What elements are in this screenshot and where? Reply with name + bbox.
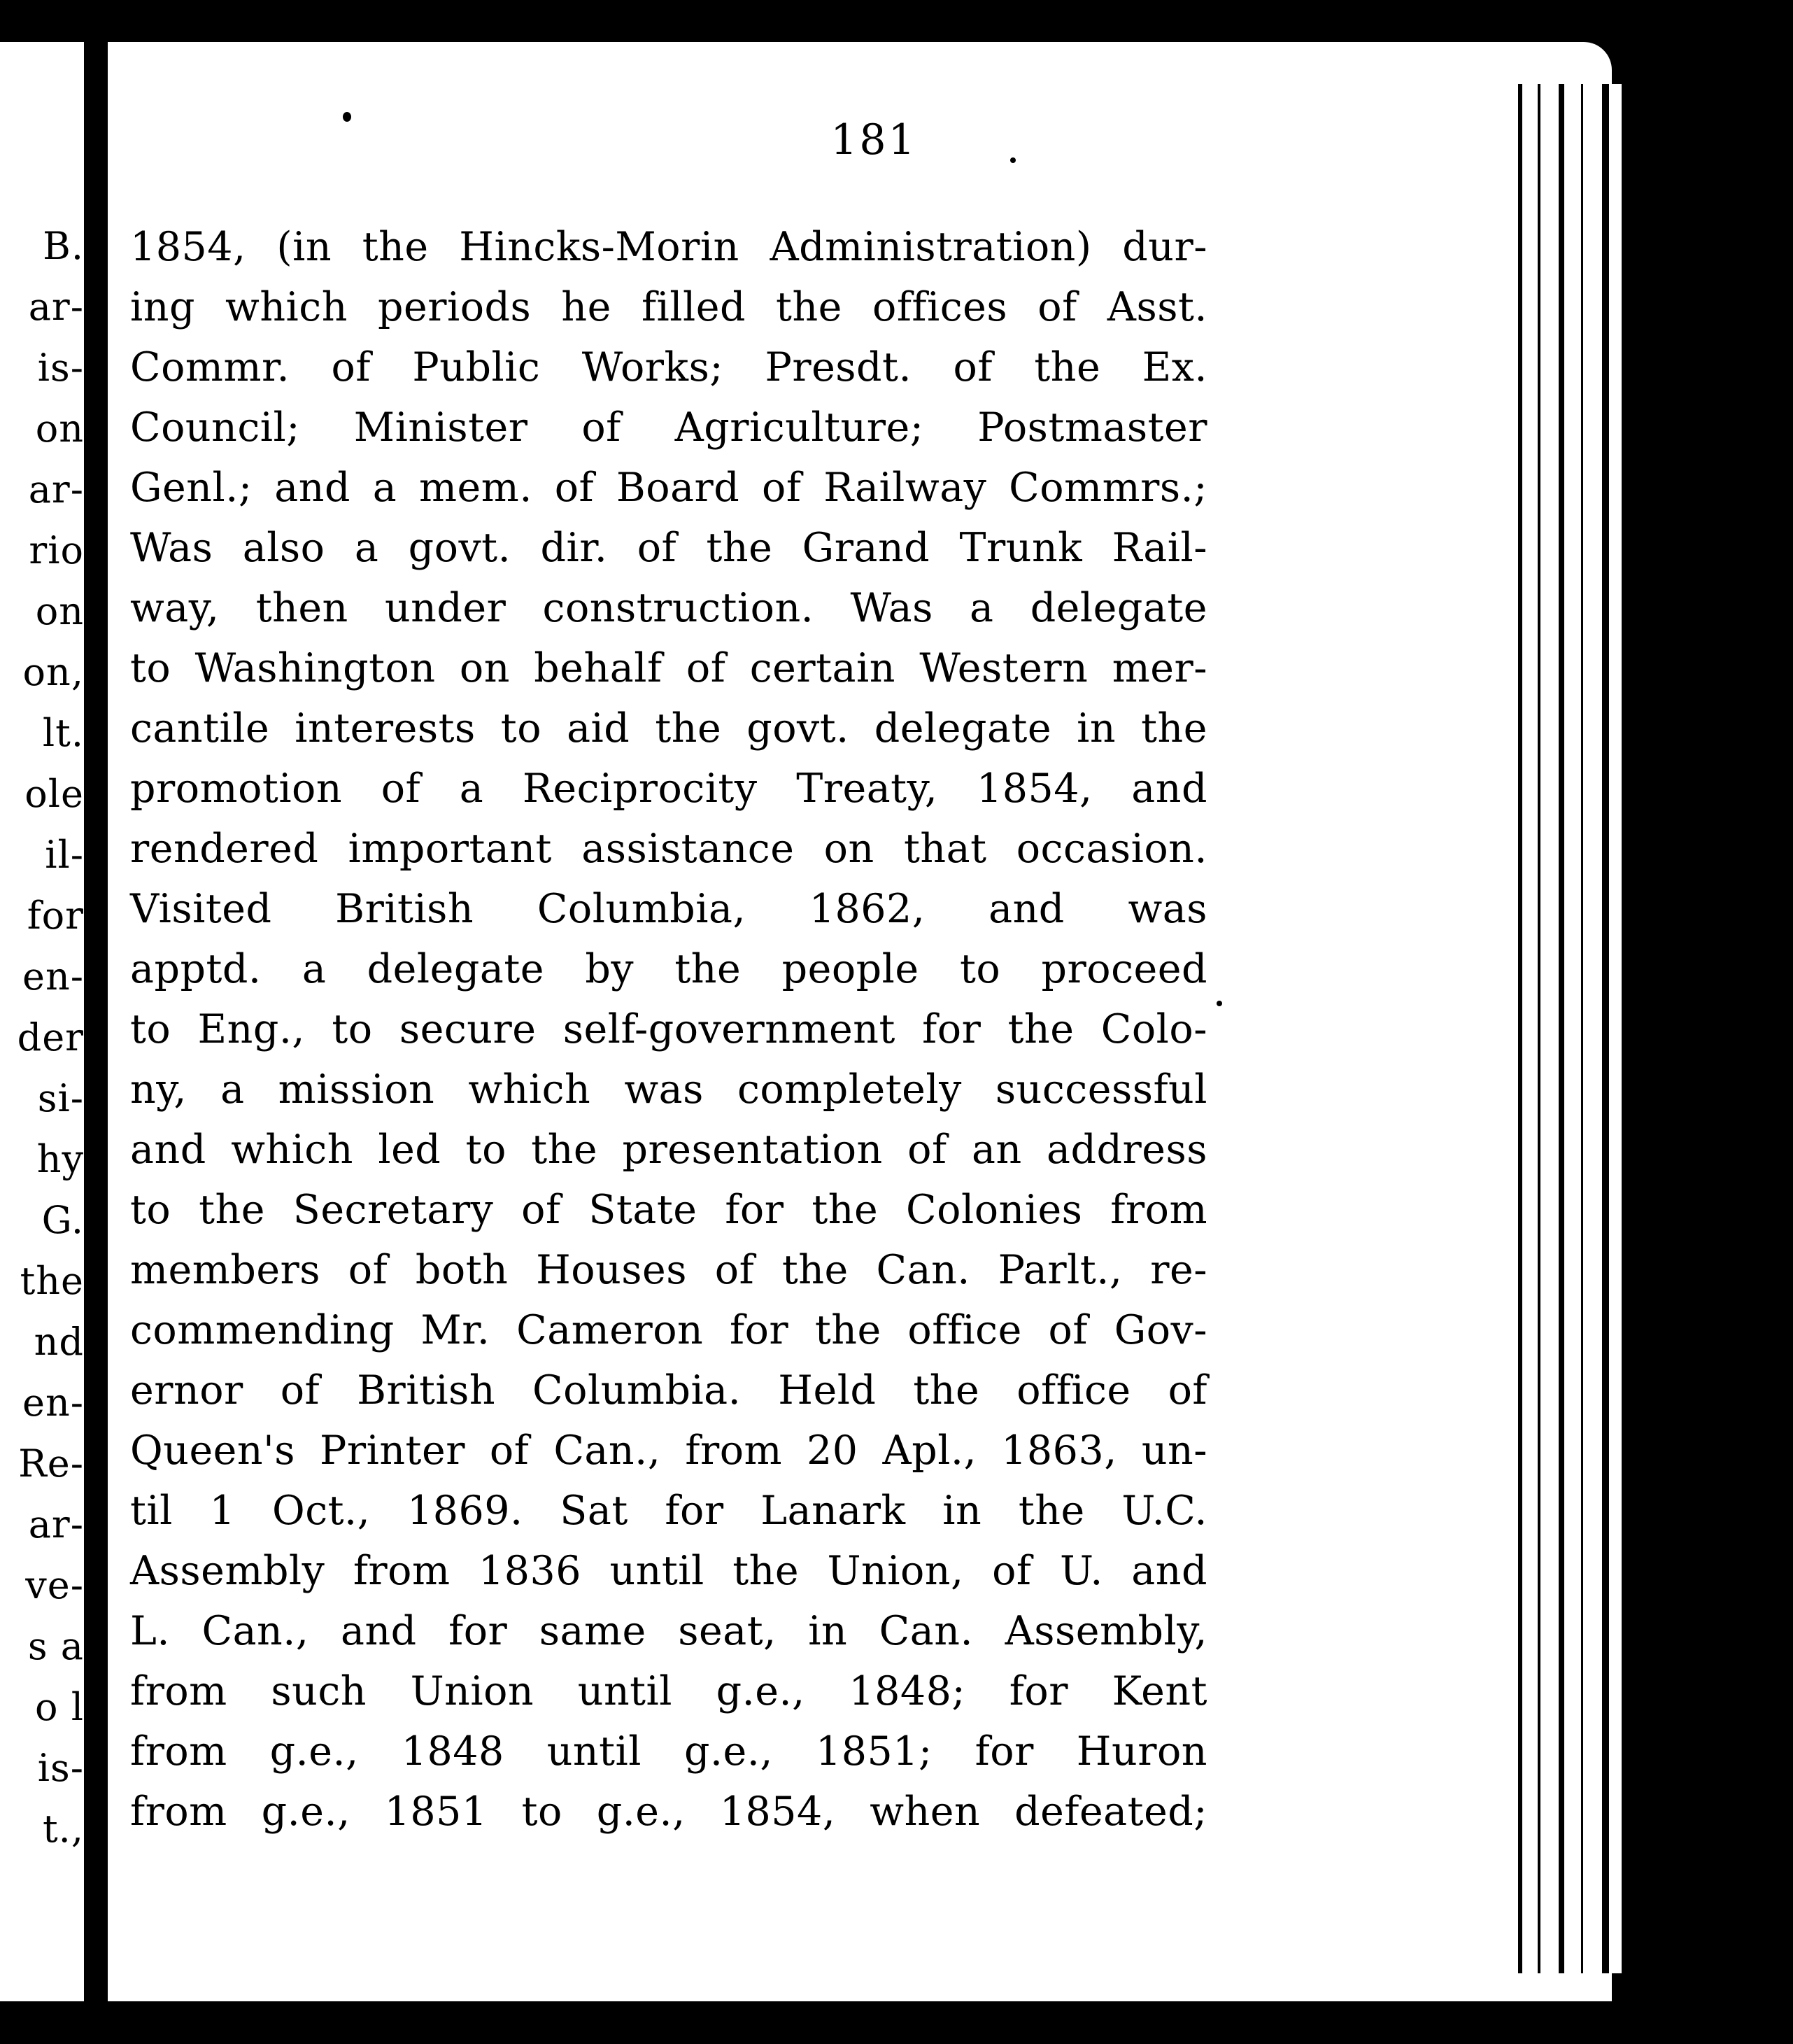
text-line: apptd. a delegate by the people to proceed	[130, 946, 1207, 992]
text-line: Assembly from 1836 until the Union, of U. and	[130, 1548, 1207, 1594]
previous-page-fragment: hy	[36, 1137, 84, 1181]
previous-page-fragment: ar-	[28, 285, 84, 329]
previous-page-fragment: ole	[24, 772, 84, 816]
previous-page-fragment: en-	[22, 954, 84, 999]
previous-page-fragment: lt.	[42, 711, 84, 755]
ink-speck	[1217, 1001, 1222, 1006]
previous-page-fragment: si-	[37, 1076, 84, 1120]
text-line: from g.e., 1851 to g.e., 1854, when defeated;	[130, 1789, 1207, 1835]
text-line: ny, a mission which was completely successful	[130, 1066, 1207, 1113]
previous-page-fragment: Re-	[18, 1442, 84, 1486]
previous-page-fragment: t.,	[42, 1807, 84, 1851]
text-line: way, then under construction. Was a delegate	[130, 585, 1207, 631]
text-line: Was also a govt. dir. of the Grand Trunk Rail-	[130, 525, 1207, 571]
text-line: cantile interests to aid the govt. delegate in the	[130, 705, 1207, 752]
previous-page-fragment: nd	[34, 1320, 84, 1364]
body-text	[130, 217, 1207, 1842]
page-edge-line	[1538, 84, 1540, 1973]
text-line: from such Union until g.e., 1848; for Kent	[130, 1668, 1207, 1714]
previous-page-fragment: G.	[41, 1198, 84, 1242]
page-edge-line	[1559, 84, 1564, 1973]
page-edge-line	[1518, 84, 1522, 1973]
text-line: to the Secretary of State for the Colonies from	[130, 1187, 1207, 1233]
text-line: Queen's Printer of Can., from 20 Apl., 1863, un-	[130, 1428, 1207, 1474]
text-line: to Eng., to secure self-government for the Colo-	[130, 1006, 1207, 1052]
page-number: 181	[830, 115, 917, 164]
previous-page-fragment: rio	[29, 528, 84, 572]
text-line: Commr. of Public Works; Presdt. of the Ex.	[130, 344, 1207, 390]
text-line: and which led to the presentation of an address	[130, 1127, 1207, 1173]
page-edge-line	[1581, 84, 1583, 1973]
page-edge-stack	[1504, 84, 1630, 1973]
text-line: from g.e., 1848 until g.e., 1851; for Huron	[130, 1728, 1207, 1775]
previous-page-fragment: on	[35, 407, 84, 451]
text-line: commending Mr. Cameron for the office of Gov-	[130, 1307, 1207, 1353]
text-line: Council; Minister of Agriculture; Postmaster	[130, 404, 1207, 451]
text-line: rendered important assistance on that occasion.	[130, 826, 1207, 872]
previous-page-fragment: ar-	[28, 467, 84, 512]
previous-page-edge	[0, 42, 84, 2001]
ink-speck	[343, 112, 351, 122]
text-line: to Washington on behalf of certain Western mer-	[130, 645, 1207, 691]
previous-page-fragment: is-	[37, 346, 84, 390]
previous-page-fragment: o l	[35, 1685, 84, 1729]
book-page	[108, 42, 1612, 2001]
previous-page-fragment: on,	[22, 650, 84, 694]
previous-page-fragment: il-	[45, 833, 84, 877]
page-edge-line	[1602, 84, 1609, 1973]
book-gutter	[84, 42, 108, 2001]
previous-page-fragment: for	[27, 894, 84, 938]
text-line: 1854, (in the Hincks-Morin Administration) dur-	[130, 224, 1207, 270]
previous-page-fragment: ar-	[28, 1502, 84, 1546]
previous-page-fragment: is-	[37, 1746, 84, 1790]
previous-page-fragment: s a	[27, 1624, 84, 1668]
previous-page-fragment: B.	[43, 224, 84, 268]
previous-page-fragment: ve-	[25, 1563, 84, 1607]
text-line: L. Can., and for same seat, in Can. Assembly,	[130, 1608, 1207, 1654]
text-line: members of both Houses of the Can. Parlt., re-	[130, 1247, 1207, 1293]
page-edge-line	[1622, 84, 1630, 1973]
previous-page-fragment: on	[35, 589, 84, 633]
text-line: Genl.; and a mem. of Board of Railway Commrs.;	[130, 465, 1207, 511]
previous-page-fragment: en-	[22, 1381, 84, 1425]
previous-page-fragment: the	[20, 1259, 84, 1303]
text-line: promotion of a Reciprocity Treaty, 1854, and	[130, 766, 1207, 812]
text-line: ernor of British Columbia. Held the office of	[130, 1367, 1207, 1414]
ink-speck	[1010, 157, 1016, 163]
text-line: ing which periods he filled the offices of Asst.	[130, 284, 1207, 330]
text-line: til 1 Oct., 1869. Sat for Lanark in the U.C.	[130, 1488, 1207, 1534]
previous-page-fragment: der	[17, 1015, 84, 1059]
text-line: Visited British Columbia, 1862, and was	[130, 886, 1207, 932]
